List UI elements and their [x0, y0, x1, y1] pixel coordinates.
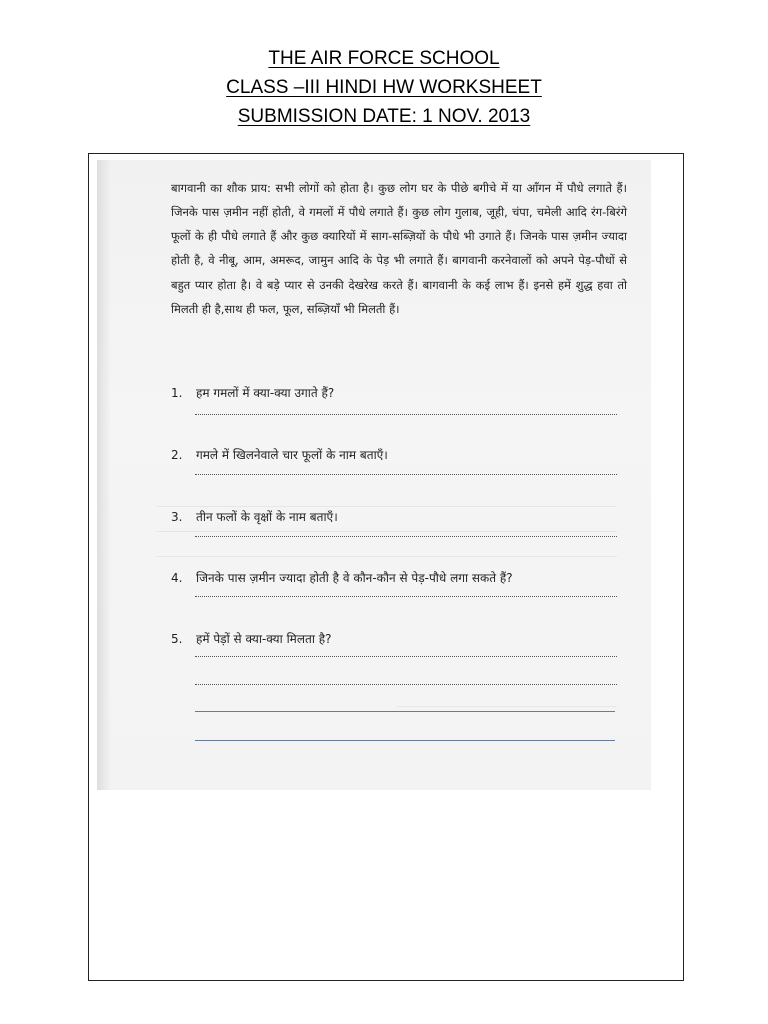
- answer-line: [195, 656, 617, 657]
- question-number: 5.: [171, 632, 183, 646]
- question-text: हम गमलों में क्या-क्या उगाते हैं?: [196, 386, 335, 400]
- scanned-worksheet: [97, 160, 651, 790]
- bleed-through-line: [397, 700, 617, 707]
- question-2: [171, 446, 388, 463]
- school-name: THE AIR FORCE SCHOOL: [268, 48, 500, 69]
- handwritten-answer-line: [195, 711, 615, 712]
- question-number: 3.: [171, 510, 183, 524]
- answer-line: [195, 596, 617, 597]
- question-number: 2.: [171, 448, 183, 462]
- reading-passage: बागवानी का शौक प्राय: सभी लोगों को होता है। कुछ लोग घर के पीछे बगीचे में या आँगन में पौधे लगाते हैं। जिनके पास ज़मीन नहीं होती, वे गमलों में पौधे लगाते हैं। कुछ लोग गुलाब, जूही, चंपा, चमेली आदि रंग-बिरंगे फूलों के ही पौधे लगाते हैं और कुछ क्यारियों में साग-सब्ज़ियों के पौधे भी उगाते हैं। जिनके पास ज़मीन ज्यादा होती है, वे नीबू, आम, अमरूद, जामुन आदि के पेड़ भी लगाते हैं। बागवानी करनेवालों को अपने पेड़-पौधों से बहुत प्यार होता है। वे बड़े प्यार से उनकी देखरेख करते हैं। बागवानी के कई लाभ हैं। इनसे हमें शुद्ध हवा तो मिलती ही है,साथ ही फल, फूल, सब्ज़ियाँ भी मिलती हैं।: [171, 180, 627, 316]
- worksheet-header: [0, 44, 768, 131]
- bleed-through-line: [157, 550, 617, 557]
- submission-date: SUBMISSION DATE: 1 NOV. 2013: [237, 106, 531, 127]
- answer-line: [195, 474, 617, 475]
- question-text: हमें पेड़ों से क्या-क्या मिलता है?: [196, 632, 332, 646]
- question-number: 1.: [171, 386, 183, 400]
- answer-line: [195, 414, 617, 415]
- question-text: तीन फलों के वृक्षों के नाम बताएँ।: [196, 510, 338, 524]
- question-5: [171, 630, 332, 647]
- question-4: [171, 569, 513, 586]
- question-number: 4.: [171, 571, 183, 585]
- question-text: गमले में खिलनेवाले चार फूलों के नाम बताएँ।: [196, 448, 388, 462]
- question-3: [171, 508, 338, 525]
- answer-line: [195, 536, 617, 537]
- handwritten-answer-line: [195, 740, 615, 741]
- bleed-through-line: [157, 525, 617, 532]
- question-1: [171, 384, 334, 401]
- bleed-through-line: [157, 500, 617, 507]
- worksheet-title: CLASS –III HINDI HW WORKSHEET: [226, 77, 542, 98]
- question-text: जिनके पास ज़मीन ज्यादा होती है वे कौन-कौन से पेड़-पौधे लगा सकते हैं?: [196, 571, 513, 585]
- answer-line: [195, 684, 617, 685]
- scan-edge-shadow: [97, 160, 111, 790]
